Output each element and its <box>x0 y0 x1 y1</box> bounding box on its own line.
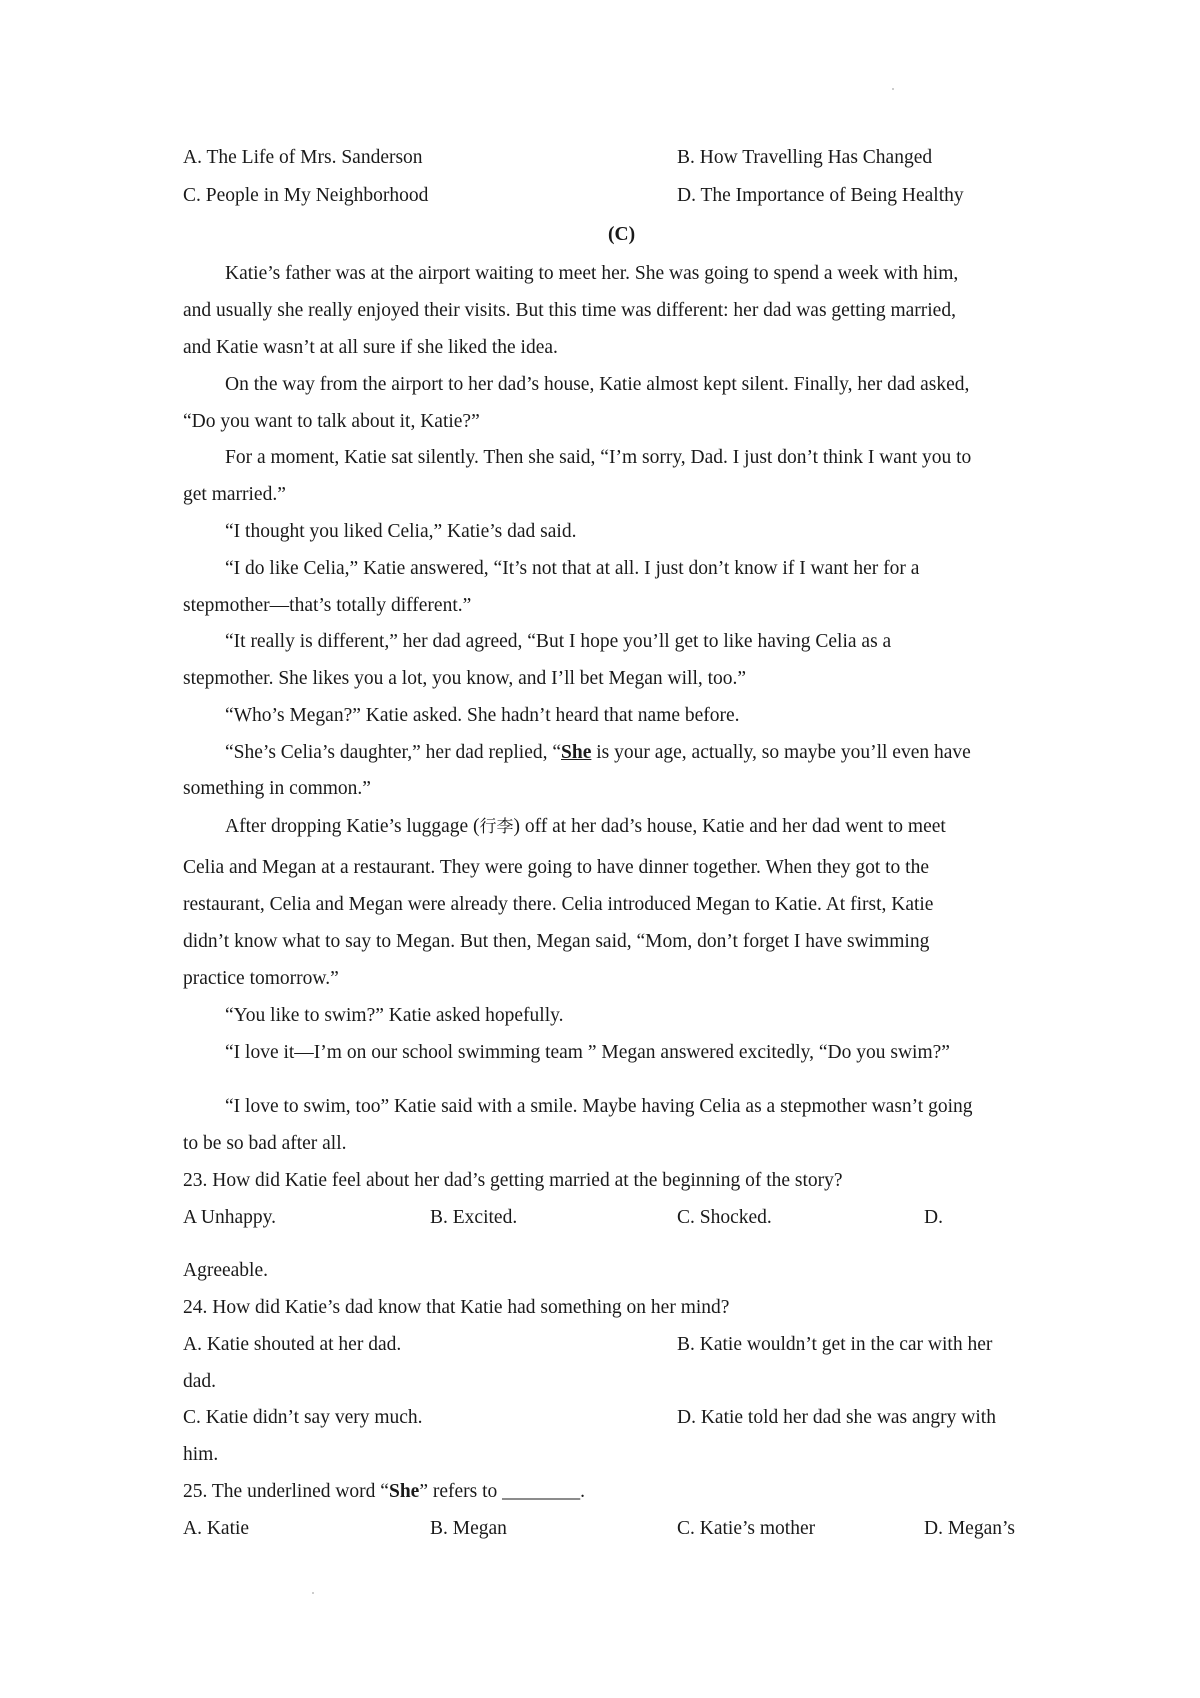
q23-option-a: A Unhappy. <box>183 1207 276 1228</box>
story-line: On the way from the airport to her dad’s house, Katie almost kept silent. Finally, her dad asked, <box>225 374 970 395</box>
prev-option-a: A. The Life of Mrs. Sanderson <box>183 147 423 168</box>
q24-option-c: C. Katie didn’t say very much. <box>183 1407 423 1428</box>
question-23: 23. How did Katie feel about her dad’s getting married at the beginning of the story? <box>183 1170 843 1191</box>
story-line: “I love to swim, too” Katie said with a smile. Maybe having Celia as a stepmother wasn’t going <box>225 1096 973 1117</box>
story-text: After dropping Katie’s luggage ( <box>225 816 480 837</box>
story-line: didn’t know what to say to Megan. But then, Megan said, “Mom, don’t forget I have swimming <box>183 931 930 952</box>
scan-speck <box>892 88 894 90</box>
prev-option-c: C. People in My Neighborhood <box>183 185 429 206</box>
q23-option-d-cont: Agreeable. <box>183 1260 268 1281</box>
story-line: “Do you want to talk about it, Katie?” <box>183 411 480 432</box>
q25-text: ” refers to ________. <box>419 1481 586 1502</box>
story-text: “She’s Celia’s daughter,” her dad replied, “ <box>225 742 562 763</box>
story-line: and usually she really enjoyed their visits. But this time was different: her dad was getting married, <box>183 300 956 321</box>
q23-option-b: B. Excited. <box>430 1207 518 1228</box>
scan-speck <box>312 1592 314 1594</box>
story-line: For a moment, Katie sat silently. Then she said, “I’m sorry, Dad. I just don’t think I want you to <box>225 447 972 468</box>
q24-option-b: B. Katie wouldn’t get in the car with her <box>677 1334 993 1355</box>
prev-option-d: D. The Importance of Being Healthy <box>677 185 964 206</box>
story-line: “Who’s Megan?” Katie asked. She hadn’t heard that name before. <box>225 705 740 726</box>
story-line-underlined <box>225 741 971 765</box>
underlined-word-she: She <box>561 742 592 763</box>
prev-option-b: B. How Travelling Has Changed <box>677 147 933 168</box>
story-text: is your age, actually, so maybe you’ll even have <box>591 742 971 763</box>
story-line: and Katie wasn’t at all sure if she liked the idea. <box>183 337 558 358</box>
q25-option-b: B. Megan <box>430 1518 507 1539</box>
q24-option-a: A. Katie shouted at her dad. <box>183 1334 402 1355</box>
q25-bold-word: She <box>388 1481 420 1502</box>
story-line: something in common.” <box>183 778 371 799</box>
story-line: “You like to swim?” Katie asked hopefully. <box>225 1005 564 1026</box>
story-line: “I thought you liked Celia,” Katie’s dad said. <box>225 521 577 542</box>
q25-option-d: D. Megan’s <box>924 1518 1015 1539</box>
question-25 <box>183 1480 585 1504</box>
question-24: 24. How did Katie’s dad know that Katie had something on her mind? <box>183 1297 730 1318</box>
story-line-gloss <box>225 815 946 839</box>
q25-option-a: A. Katie <box>183 1518 250 1539</box>
q25-text: 25. The underlined word “ <box>183 1481 389 1502</box>
story-text: ) off at her dad’s house, Katie and her dad went to meet <box>513 816 946 837</box>
story-line: “It really is different,” her dad agreed, “But I hope you’ll get to like having Celia as a <box>225 631 892 652</box>
q23-option-d: D. <box>924 1207 943 1228</box>
story-line: to be so bad after all. <box>183 1133 347 1154</box>
story-line: “I do like Celia,” Katie answered, “It’s not that at all. I just don’t know if I want her for a <box>225 558 920 579</box>
story-line: Celia and Megan at a restaurant. They were going to have dinner together. When they got to the <box>183 857 929 878</box>
q24-option-d-cont: him. <box>183 1444 219 1465</box>
q24-option-b-cont: dad. <box>183 1371 217 1392</box>
story-line: Katie’s father was at the airport waiting to meet her. She was going to spend a week with him, <box>225 263 959 284</box>
story-line: restaurant, Celia and Megan were already there. Celia introduced Megan to Katie. At first, Katie <box>183 894 934 915</box>
q23-option-c: C. Shocked. <box>677 1207 772 1228</box>
story-line: stepmother. She likes you a lot, you know, and I’ll bet Megan will, too.” <box>183 668 747 689</box>
q24-option-d: D. Katie told her dad she was angry with <box>677 1407 996 1428</box>
chinese-gloss: 行李 <box>479 817 514 837</box>
story-line: stepmother—that’s totally different.” <box>183 595 472 616</box>
story-line: practice tomorrow.” <box>183 968 339 989</box>
story-line: get married.” <box>183 484 286 505</box>
story-line: “I love it—I’m on our school swimming team ” Megan answered excitedly, “Do you swim?” <box>225 1042 950 1063</box>
section-heading: (C) <box>608 224 636 245</box>
q25-option-c: C. Katie’s mother <box>677 1518 816 1539</box>
